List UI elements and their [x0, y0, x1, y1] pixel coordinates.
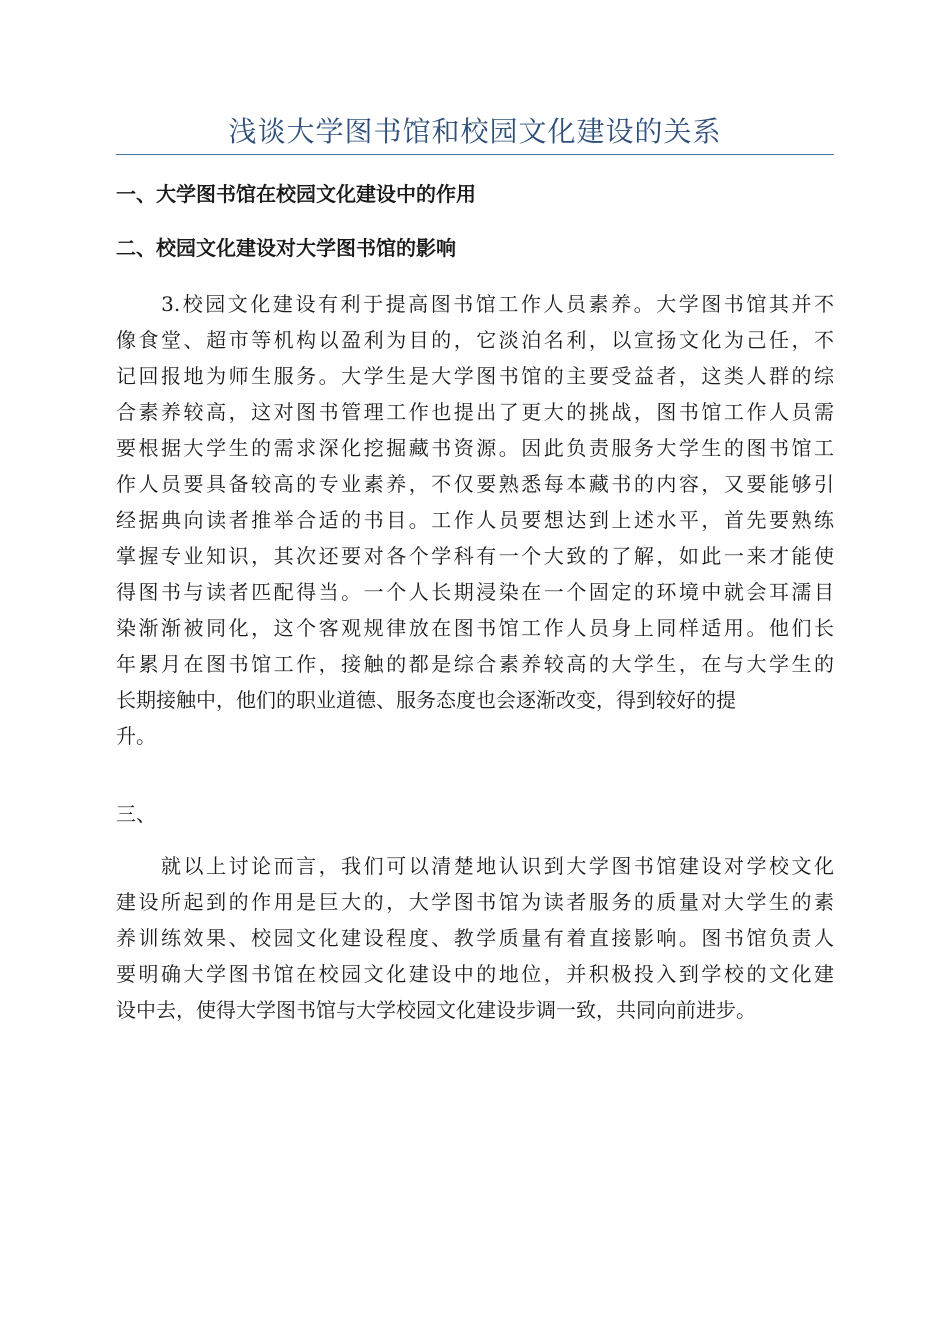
paragraph-line: 3.校园文化建设有利于提高图书馆工作人员素养。大学图书馆其并不	[116, 292, 834, 316]
paragraph-line: 要明确大学图书馆在校园文化建设中的地位，并积极投入到学校的文化建	[116, 962, 834, 986]
paragraph-2	[116, 848, 834, 1028]
paragraph-line: 掌握专业知识，其次还要对各个学科有一个大致的了解，如此一来才能使	[116, 544, 834, 568]
paragraph-line: 合素养较高，这对图书管理工作也提出了更大的挑战，图书馆工作人员需	[116, 400, 834, 424]
section-heading-1: 一、大学图书馆在校园文化建设中的作用	[116, 182, 476, 206]
document-title: 浅谈大学图书馆和校园文化建设的关系	[228, 115, 722, 148]
paragraph-line: 经据典向读者推举合适的书目。工作人员要想达到上述水平，首先要熟练	[116, 508, 834, 532]
section-heading-3: 三、	[116, 802, 156, 826]
paragraph-line: 养训练效果、校园文化建设程度、教学质量有着直接影响。图书馆负责人	[116, 926, 834, 950]
paragraph-line: 建设所起到的作用是巨大的，大学图书馆为读者服务的质量对大学生的素	[116, 890, 834, 914]
paragraph-line: 要根据大学生的需求深化挖掘藏书资源。因此负责服务大学生的图书馆工	[116, 436, 834, 460]
paragraph-line: 年累月在图书馆工作，接触的都是综合素养较高的大学生，在与大学生的	[116, 652, 834, 676]
paragraph-line: 升。	[116, 724, 156, 748]
paragraph-line: 就以上讨论而言，我们可以清楚地认识到大学图书馆建设对学校文化	[116, 854, 834, 878]
paragraph-line: 像食堂、超市等机构以盈利为目的，它淡泊名利，以宣扬文化为己任，不	[116, 328, 834, 352]
section-heading-2: 二、校园文化建设对大学图书馆的影响	[116, 236, 456, 260]
paragraph-line: 长期接触中，他们的职业道德、服务态度也会逐渐改变，得到较好的提	[116, 688, 736, 712]
paragraph-1	[116, 286, 834, 754]
paragraph-line: 设中去，使得大学图书馆与大学校园文化建设步调一致，共同向前进步。	[116, 998, 756, 1022]
title-underline	[116, 154, 834, 155]
paragraph-line: 染渐渐被同化，这个客观规律放在图书馆工作人员身上同样适用。他们长	[116, 616, 834, 640]
paragraph-line: 记回报地为师生服务。大学生是大学图书馆的主要受益者，这类人群的综	[116, 364, 834, 388]
paragraph-line: 作人员要具备较高的专业素养，不仅要熟悉每本藏书的内容，又要能够引	[116, 472, 834, 496]
paragraph-line: 得图书与读者匹配得当。一个人长期浸染在一个固定的环境中就会耳濡目	[116, 580, 834, 604]
